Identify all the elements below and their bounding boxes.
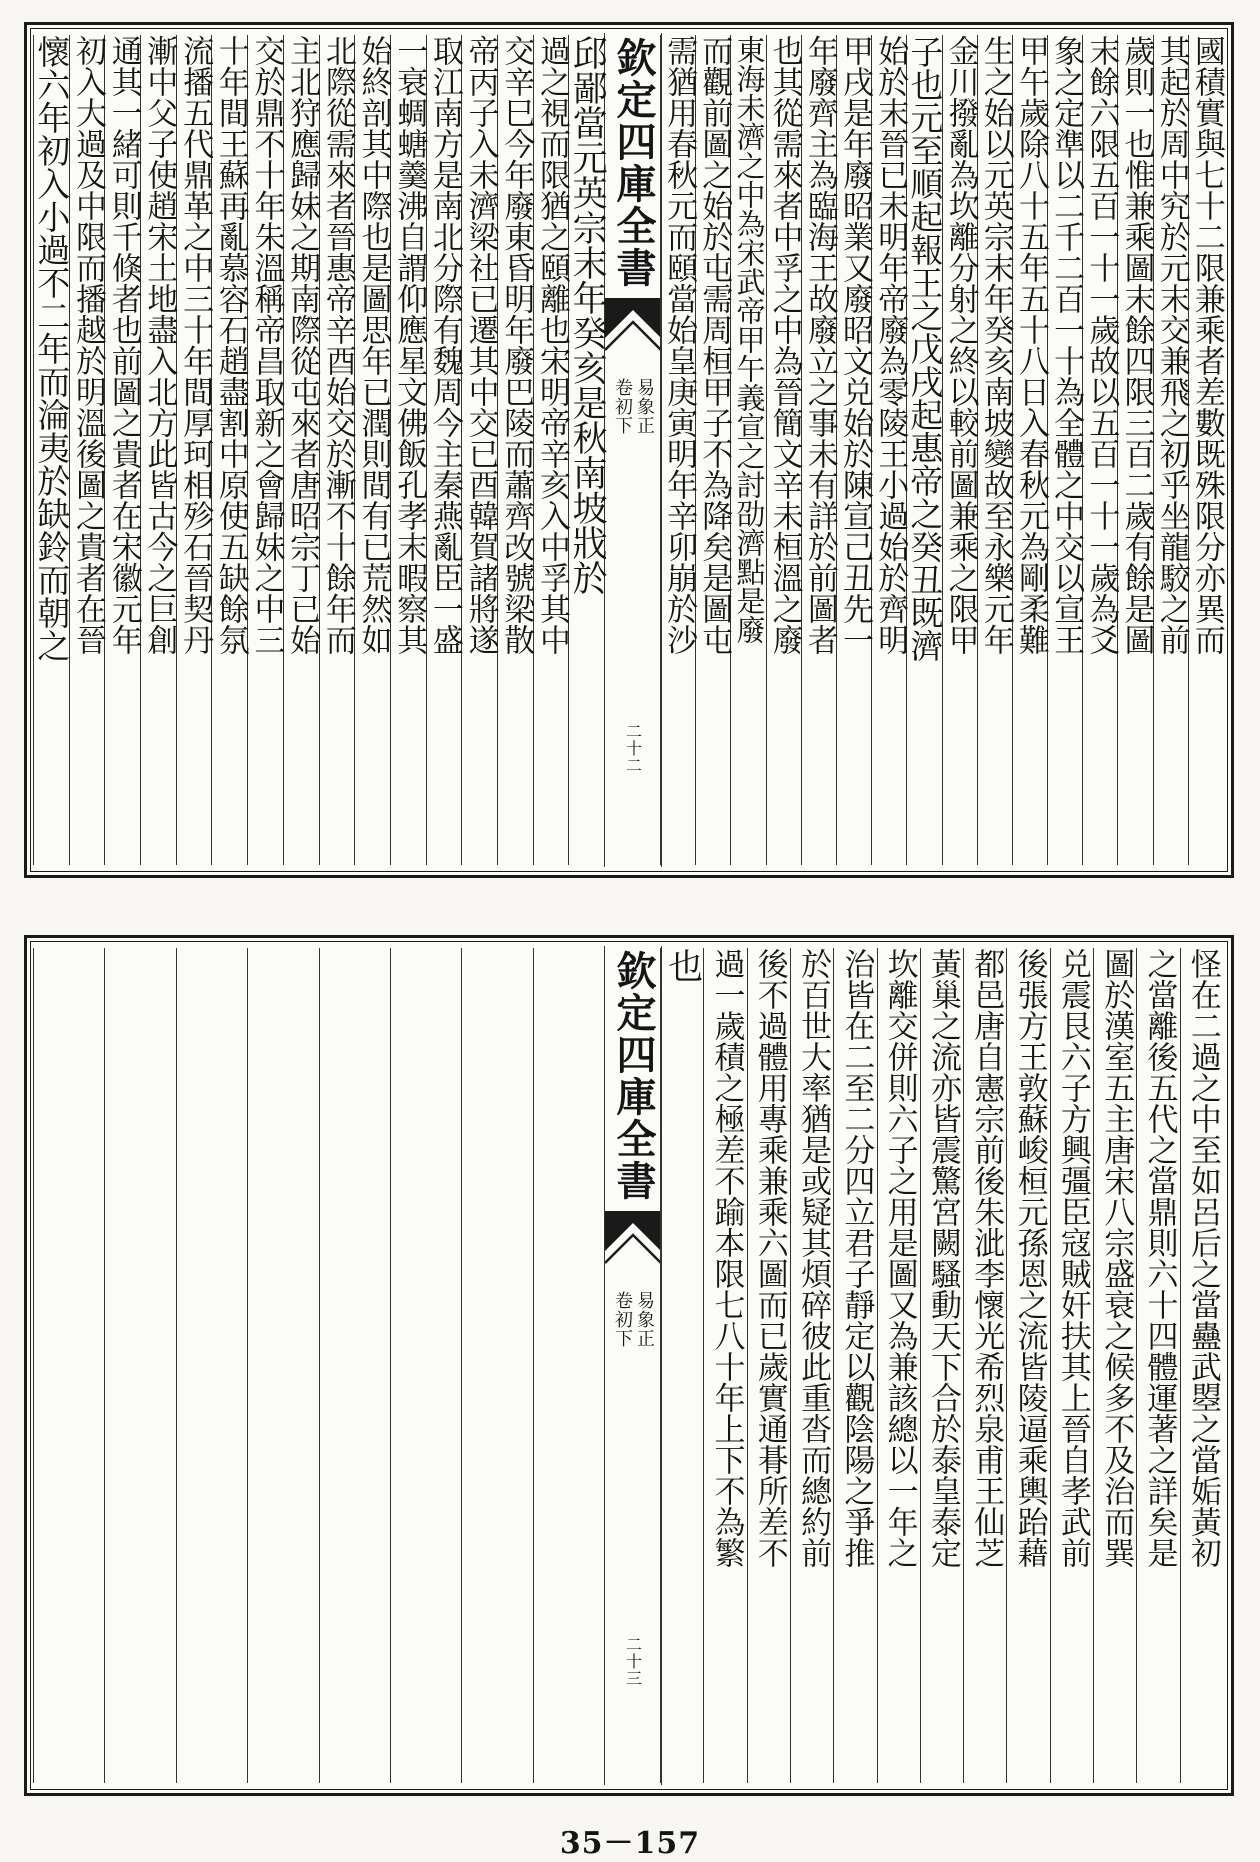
column-text: 交辛巳今年廢東昏明年廢巴陵而蕭齊改號梁散 xyxy=(498,35,535,655)
chapter-title xyxy=(609,378,657,435)
text-column xyxy=(390,35,427,865)
text-column xyxy=(283,35,320,865)
text-column xyxy=(533,948,605,1783)
column-text: 年廢齊主為臨海王故廢立之事未有詳於前圖者 xyxy=(801,35,838,655)
text-column xyxy=(660,35,696,865)
text-column xyxy=(247,948,319,1783)
text-column xyxy=(140,35,177,865)
center-fold-strip xyxy=(604,946,662,1785)
text-column xyxy=(567,35,608,865)
text-column xyxy=(942,35,978,865)
text-column xyxy=(1012,35,1048,865)
text-column xyxy=(390,948,462,1783)
text-column xyxy=(963,948,1007,1783)
column-text: 十年間王蘇再亂慕容石趙盡割中原使五缺餘氛 xyxy=(212,35,249,655)
column-text: 國積實與七十二限兼乘者差數既殊限分亦異而 xyxy=(1188,35,1225,655)
column-text: 北際從需來者晉惠帝辛酉始交於漸不十餘年而 xyxy=(319,35,356,655)
text-column xyxy=(871,35,907,865)
column-text: 於百世大率猶是或疑其煩碎彼此重沓而總約前 xyxy=(795,948,832,1568)
text-column xyxy=(176,948,248,1783)
folio-number-text: 二十三 xyxy=(623,1636,643,1687)
column-text: 帝丙子入未濟梁社已遷其中交已酉韓賀諸將遂 xyxy=(462,35,499,655)
text-column xyxy=(69,35,106,865)
chapter-title-volume: 卷初下 xyxy=(612,1291,633,1348)
text-column xyxy=(1153,35,1189,865)
text-column xyxy=(1006,948,1050,1783)
column-text: 需猶用春秋元而頤當始皇庚寅明年辛卯崩於沙 xyxy=(661,35,698,655)
book-title xyxy=(605,37,661,289)
chapter-title-volume: 卷初下 xyxy=(612,378,633,435)
text-column xyxy=(790,948,834,1783)
column-text: 主北狩應歸妹之期南際從屯來者唐昭宗丁已始 xyxy=(284,35,321,655)
column-text: 始於末晉已未明年帝廢為零陵王小過始於齊明 xyxy=(872,35,909,655)
column-text: 其起於周中究於元末交兼飛之初乎坐龍駮之前 xyxy=(1153,35,1190,655)
text-column xyxy=(104,35,141,865)
text-column xyxy=(104,948,176,1783)
column-text: 東海未濟之中為宋武帝甲午義宣之討劭濟點是廢 xyxy=(732,35,767,644)
text-column xyxy=(660,948,704,1783)
chapter-title-book: 易象正 xyxy=(634,378,655,435)
column-text: 甲午歲除八十五年五十八日入春秋元為剛柔難 xyxy=(1012,35,1049,655)
fish-tail-mark xyxy=(605,1211,661,1273)
text-column xyxy=(461,948,533,1783)
text-column xyxy=(833,948,877,1783)
column-text: 圖於漢室五主唐宋八宗盛衰之候多不及治而巽 xyxy=(1098,948,1135,1568)
column-text: 也其從需來者中孚之中為晉簡文辛未桓溫之廢 xyxy=(766,35,803,655)
column-text: 始終剖其中際也是圖思年已潤則間有已荒然如 xyxy=(355,35,392,655)
text-column xyxy=(1082,35,1118,865)
text-column xyxy=(920,948,964,1783)
column-text: 取江南方是南北分際有魏周今主秦燕亂臣一盛 xyxy=(426,35,463,655)
column-text: 也 xyxy=(662,948,703,983)
folio-number-text: 二十二 xyxy=(623,723,643,774)
text-column xyxy=(695,35,731,865)
column-text: 流播五代鼎革之中三十年間厚珂相殄石晉契丹 xyxy=(177,35,214,655)
column-text: 漸中父子使趙宋土地盡入北方此皆古今之巨創 xyxy=(141,35,178,655)
text-column xyxy=(354,35,391,865)
column-text: 甲戌是年廢昭業又廢昭文兑始於陳宣己丑先一 xyxy=(837,35,874,655)
text-column xyxy=(730,35,766,865)
text-column xyxy=(319,35,356,865)
text-column xyxy=(703,948,747,1783)
column-text: 歲則一也惟兼乘圖末餘四限三百二歲有餘是圖 xyxy=(1118,35,1155,655)
column-text: 黃巢之流亦皆震驚宮闕騷動天下合於泰皇泰定 xyxy=(924,948,961,1568)
text-column xyxy=(211,35,248,865)
text-column xyxy=(801,35,837,865)
column-text: 之當離後五代之當鼎則六十四體運著之詳矣是 xyxy=(1141,948,1178,1568)
text-column xyxy=(1117,35,1153,865)
column-text: 而觀前圖之始於屯需周桓甲子不為降矣是圖屯 xyxy=(696,35,733,655)
column-text: 初入大過及中限而播越於明溫後圖之貴者在晉 xyxy=(70,35,107,655)
column-text: 一衰蜩螗羹沸自謂仰應星文佛飯孔孝末暇察其 xyxy=(391,35,428,655)
center-fold-strip xyxy=(604,33,662,867)
column-text: 交於鼎不十年朱溫稱帝昌取新之會歸妹之中三 xyxy=(248,35,285,655)
text-column xyxy=(766,35,802,865)
text-column xyxy=(33,948,105,1783)
column-text: 後張方王敦蘇峻桓元孫恩之流皆陵逼乘輿跆藉 xyxy=(1011,948,1048,1568)
text-column xyxy=(1050,948,1094,1783)
book-title xyxy=(605,950,661,1202)
book-title-text: 欽定四庫全書 xyxy=(610,37,657,289)
text-column xyxy=(497,35,534,865)
column-text: 坎離交併則六子之用是圖又為兼該總以一年之 xyxy=(881,948,918,1568)
column-text: 象之定準以二千二百一十為全體之中交以宣王 xyxy=(1048,35,1085,655)
column-text: 金川撥亂為坎離分射之終以較前圖兼乘之限甲 xyxy=(942,35,979,655)
chapter-title xyxy=(609,1291,657,1348)
text-column xyxy=(33,35,70,865)
text-column xyxy=(1047,35,1083,865)
folio-number xyxy=(605,723,661,774)
bottom-book-leaf xyxy=(24,935,1234,1796)
column-text: 末餘六限五百一十一歲故以五百一十一歲為爻 xyxy=(1083,35,1120,655)
top-book-leaf xyxy=(24,22,1234,878)
column-text: 懷六年初入小過不二年而淪夷於缺鈴而朝之 xyxy=(32,35,72,662)
text-column xyxy=(461,35,498,865)
text-column xyxy=(977,35,1013,865)
text-column xyxy=(176,35,213,865)
folio-number xyxy=(605,1636,661,1687)
column-text: 怪在二過之中至如呂后之當蠱武曌之當姤黃初 xyxy=(1184,948,1221,1568)
fish-tail-mark xyxy=(605,298,661,360)
text-column xyxy=(836,35,872,865)
chapter-title-book: 易象正 xyxy=(634,1291,655,1348)
column-text: 過一歲積之極差不踰本限七八十年上下不為繁 xyxy=(708,948,745,1568)
column-text: 都邑唐自憲宗前後朱泚李懷光希烈泉甫王仙芝 xyxy=(968,948,1005,1568)
column-text: 兑震艮六子方興彊臣寇賊奸扶其上晉自孝武前 xyxy=(1054,948,1091,1568)
column-text: 過之視而限猶之頤離也宋明帝辛亥入中孚其中 xyxy=(533,35,570,655)
text-column xyxy=(426,35,463,865)
text-column xyxy=(1136,948,1180,1783)
text-column xyxy=(747,948,791,1783)
text-column xyxy=(877,948,921,1783)
column-text: 邱鄙當元英宗末年癸亥是秋南坡戕於 xyxy=(567,35,608,595)
text-column xyxy=(1180,948,1224,1783)
column-text: 後不過體用專乘兼乘六圖而已歲實通朞所差不 xyxy=(751,948,788,1568)
column-text: 子也元至順起報王之戊戌起惠帝之癸丑既濟 xyxy=(905,35,945,662)
column-text: 生之始以元英宗末年癸亥南坡變故至永樂元年 xyxy=(977,35,1014,655)
book-title-text: 欽定四庫全書 xyxy=(610,950,657,1202)
column-text: 通其一緒可則千倏者也前圖之貴者在宋徽元年 xyxy=(105,35,142,655)
page-number-footer: 35－157 xyxy=(559,1826,701,1861)
text-column xyxy=(533,35,570,865)
text-column xyxy=(1093,948,1137,1783)
column-text: 治皆在二至二分四立君子靜定以觀陰陽之爭推 xyxy=(838,948,875,1568)
text-column xyxy=(319,948,391,1783)
text-column xyxy=(905,35,945,865)
text-column xyxy=(1188,35,1224,865)
text-column xyxy=(247,35,284,865)
